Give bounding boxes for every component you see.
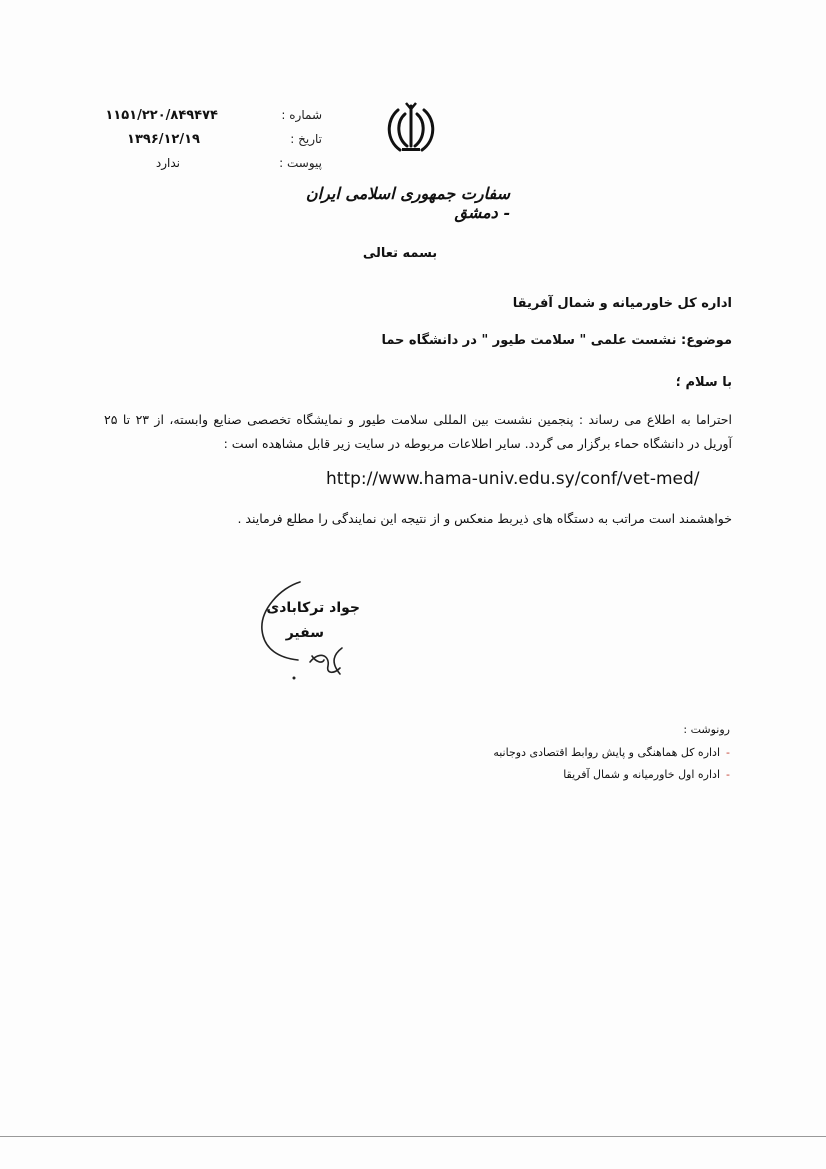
cc-dash: - <box>726 746 730 759</box>
cc-item-text: اداره اول خاورمیانه و شمال آفریقا <box>563 768 721 781</box>
number-value: ۱۱۵۱/۲۲۰/۸۴۹۴۷۴ <box>105 108 218 123</box>
recipient: اداره کل خاورمیانه و شمال آفریقا <box>512 296 732 311</box>
cc-dash: - <box>726 768 730 781</box>
signatory-title: سفیر <box>285 625 324 641</box>
bottom-divider <box>0 1136 826 1137</box>
subject-line: موضوع: نشست علمی " سلامت طیور " در دانشگاه حما <box>381 333 732 348</box>
iran-emblem-icon <box>380 100 442 158</box>
bismillah: بسمه تعالی <box>362 246 438 261</box>
number-label: شماره : <box>281 108 322 122</box>
date-value: ۱۳۹۶/۱۲/۱۹ <box>127 132 200 147</box>
signatory-name: جواد ترکابادی <box>266 600 360 616</box>
date-label: تاریخ : <box>290 132 322 146</box>
cc-item <box>420 742 730 764</box>
conference-link[interactable]: http://www.hama-univ.edu.sy/conf/vet-med/ <box>326 469 700 489</box>
body-paragraph: احتراما به اطلاع می رساند : پنجمین نشست بین المللی سلامت طیور و نمایشگاه تخصصی صنایع وابسته، از ۲۳ تا ۲۵ آوریل در دانشگاه حماء برگزار می گردد. سایر اطلاعات مربوطه در سایت زیر قابل مشاهده است : <box>104 412 733 451</box>
cc-item-text: اداره کل هماهنگی و پایش روابط اقتصادی دوجانبه <box>493 746 721 759</box>
cc-item <box>420 764 730 786</box>
request-paragraph: خواهشمند است مراتب به دستگاه های ذیربط منعکس و از نتیجه این نمایندگی را مطلع فرمایند . <box>237 511 732 526</box>
attachment-value: ندارد <box>155 156 180 170</box>
greeting: با سلام ؛ <box>675 375 732 390</box>
attachment-label: پیوست : <box>279 156 322 170</box>
cc-list <box>420 742 730 786</box>
embassy-name: سفارت جمهوری اسلامی ایران - دمشق <box>305 184 510 222</box>
cc-label: رونوشت : <box>683 723 730 736</box>
